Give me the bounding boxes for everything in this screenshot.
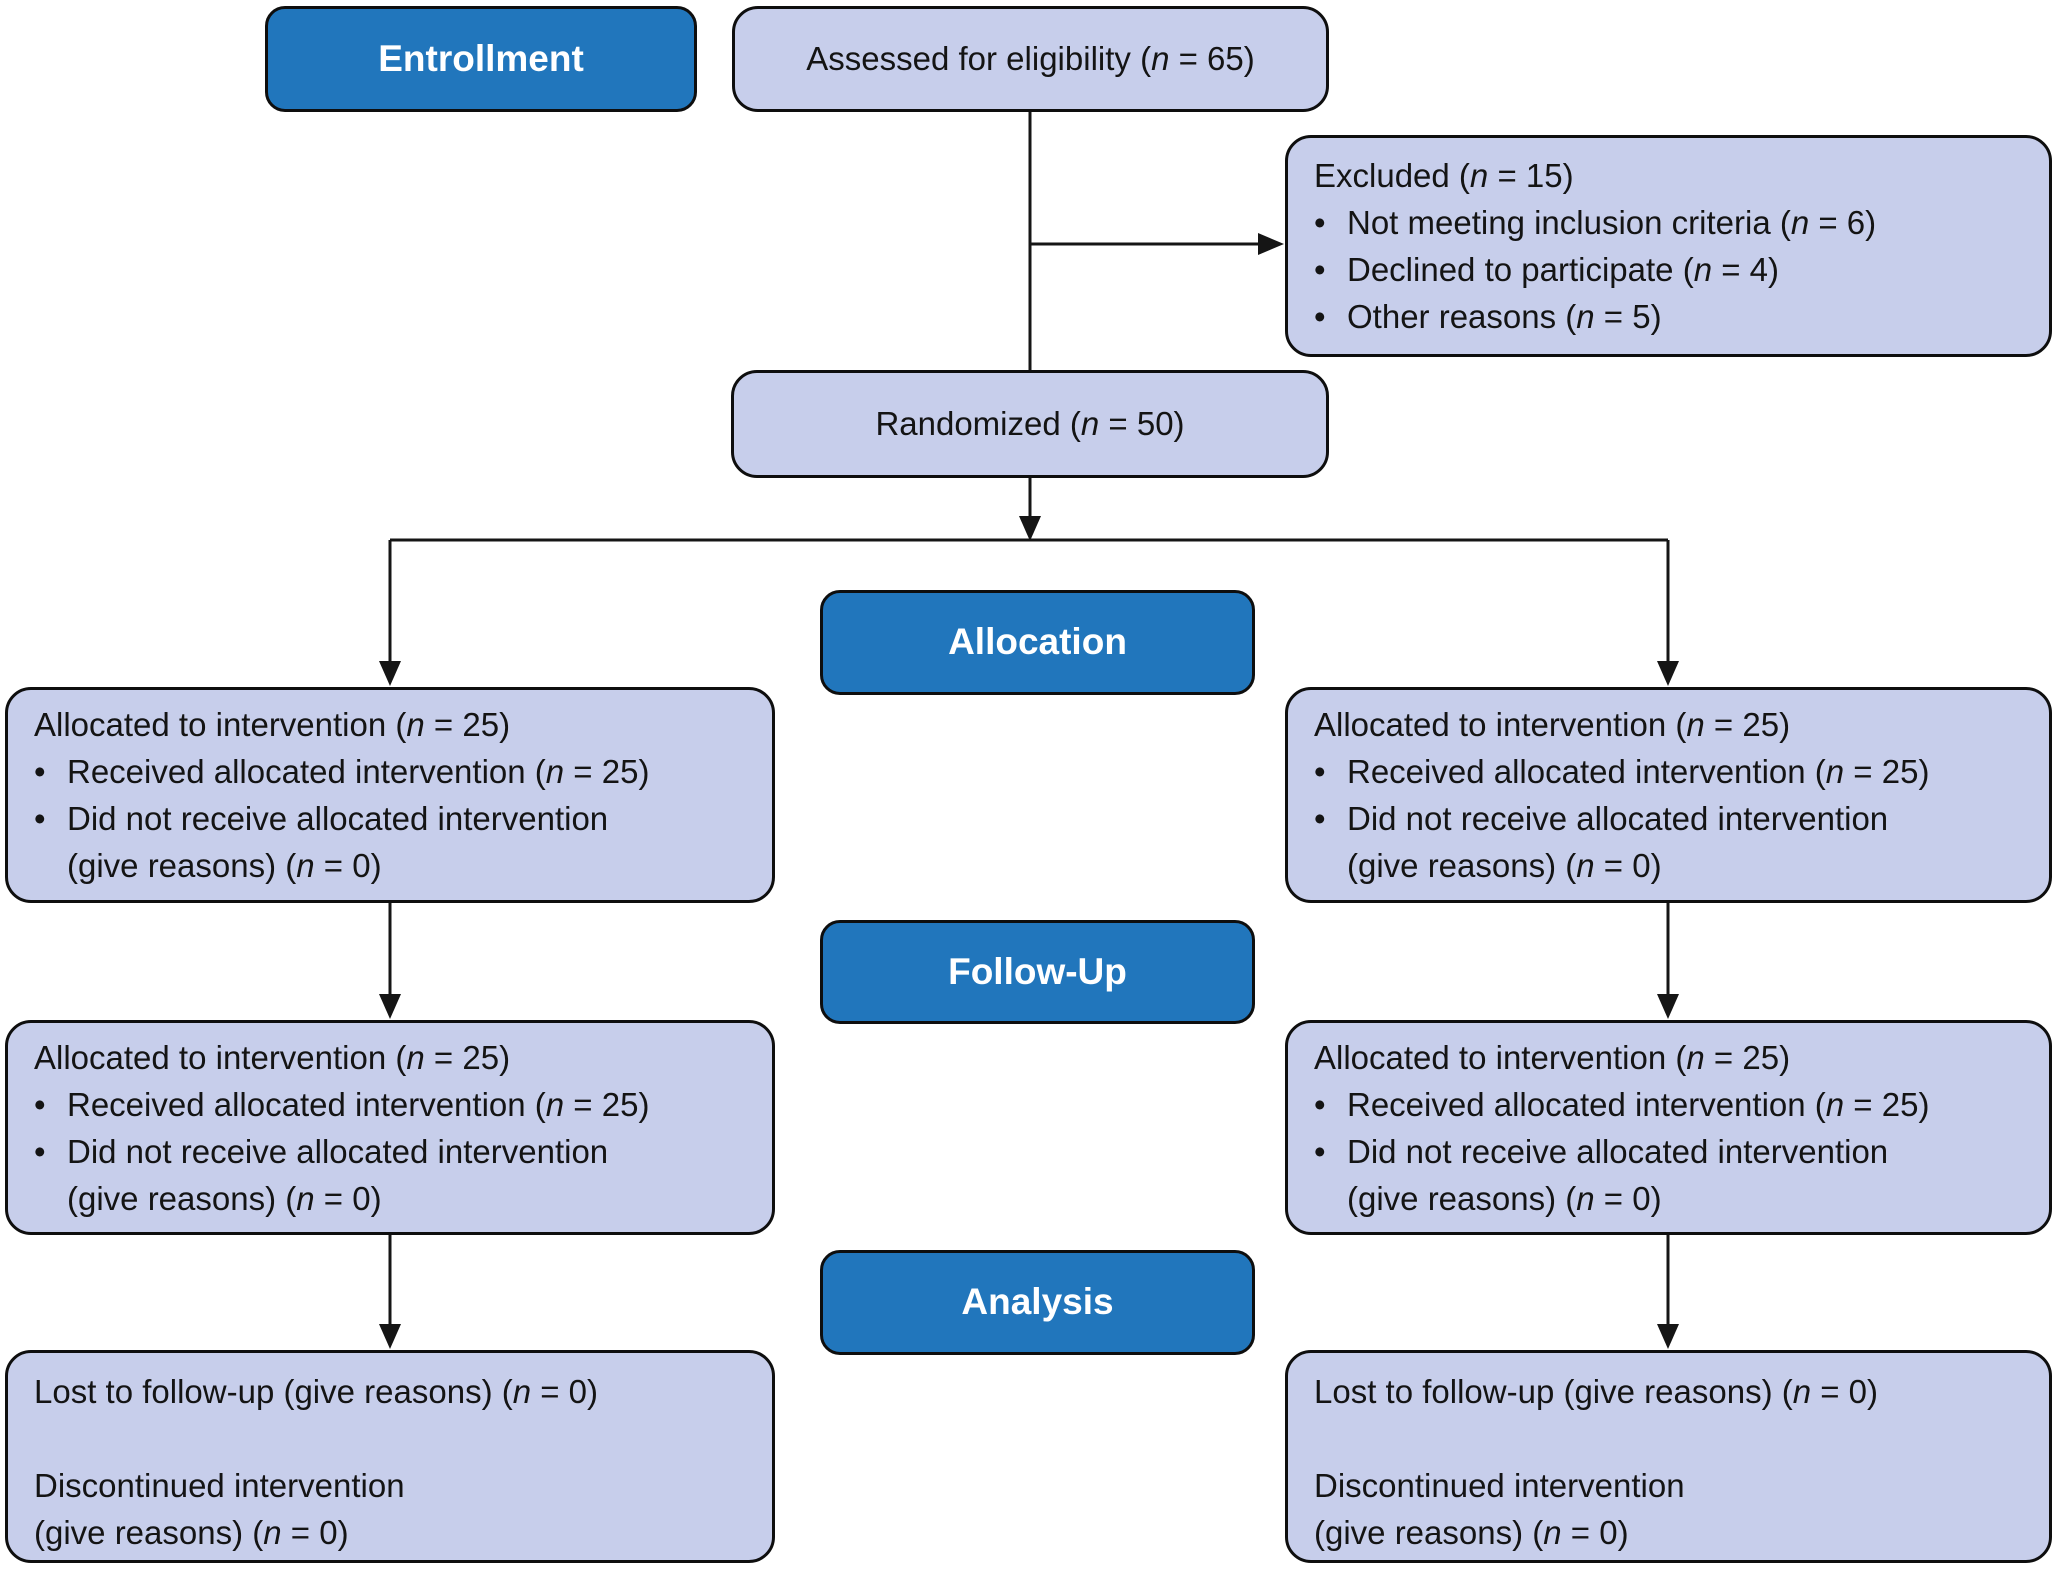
box-title: Allocated to intervention (n = 25) [34,1039,511,1076]
bullet-row [34,749,754,796]
arrow-followup-to-analysis-right [1657,1235,1679,1349]
arrow-allocation-to-followup-left [379,903,401,1019]
analysis-box-left [5,1350,775,1563]
stage-label-enrollment [265,6,697,112]
lost-to-followup-text: Lost to follow-up (give reasons) (n = 0) [1314,1373,1879,1410]
blank-line [34,1416,754,1463]
bullet-row [1314,749,2031,796]
stage-label-text: Follow-Up [948,950,1127,992]
discontinued-text: Discontinued intervention [34,1466,405,1504]
bullet-icon: • [1314,1085,1326,1123]
box-title: Allocated to intervention (n = 25) [1314,706,1791,743]
bullet-row [1314,796,2031,890]
bullet-icon: • [1314,203,1326,241]
bullet-text: Declined to participate (n = 4) [1347,250,1779,288]
bullet-text: Did not receive allocated intervention (give reasons) (n = 0) [67,1132,609,1217]
bullet-text: Other reasons (n = 5) [1347,297,1662,335]
bullet-text: Received allocated intervention (n = 25) [1347,752,1930,790]
bullet-icon: • [34,1085,46,1123]
arrow-split-to-allocation-right [1657,540,1679,686]
analysis-box-right [1285,1350,2052,1563]
bullet-text: Did not receive allocated intervention (give reasons) (n = 0) [1347,799,1889,884]
stage-label-analysis [820,1250,1255,1355]
bullet-icon: • [34,752,46,790]
bullet-text: Not meeting inclusion criteria (n = 6) [1347,203,1877,241]
excluded-bullet-3 [1314,294,2031,341]
allocation-box-left [5,687,775,903]
box-title: Allocated to intervention (n = 25) [1314,1039,1791,1076]
randomized-text: Randomized (n = 50) [875,404,1185,442]
arrow-allocation-to-followup-right [1657,903,1679,1019]
discontinued-reasons-text: (give reasons) (n = 0) [1314,1513,1629,1551]
bullet-icon: • [1314,1132,1326,1170]
arrow-randomized-to-split [1019,478,1041,541]
bullet-row [34,1082,754,1129]
bullet-text: Received allocated intervention (n = 25) [1347,1085,1930,1123]
bullet-text: Received allocated intervention (n = 25) [67,1085,650,1123]
bullet-icon: • [1314,250,1326,288]
bullet-text: Did not receive allocated intervention (give reasons) (n = 0) [67,799,609,884]
stage-label-text: Entrollment [378,37,584,79]
lost-to-followup-text: Lost to follow-up (give reasons) (n = 0) [34,1373,599,1410]
excluded-bullet-2 [1314,247,2031,294]
assessed-box [732,6,1329,112]
followup-box-right [1285,1020,2052,1235]
stage-label-text: Allocation [948,621,1127,663]
bullet-row [1314,1082,2031,1129]
followup-box-left [5,1020,775,1235]
allocation-box-right [1285,687,2052,903]
blank-line [1314,1416,2031,1463]
bullet-icon: • [1314,799,1326,837]
stage-label-text: Analysis [961,1281,1114,1323]
excluded-title: Excluded (n = 15) [1314,157,1574,194]
excluded-box [1285,135,2052,357]
randomized-box [731,370,1329,478]
discontinued-reasons-text: (give reasons) (n = 0) [34,1513,349,1551]
discontinued-text: Discontinued intervention [1314,1466,1685,1504]
excluded-bullet-1 [1314,200,2031,247]
arrow-followup-to-analysis-left [379,1235,401,1349]
bullet-text: Did not receive allocated intervention (give reasons) (n = 0) [1347,1132,1889,1217]
bullet-row [34,796,754,890]
assessed-text: Assessed for eligibility (n = 65) [806,39,1255,77]
bullet-row [1314,1129,2031,1223]
bullet-icon: • [1314,752,1326,790]
box-title: Allocated to intervention (n = 25) [34,706,511,743]
bullet-text: Received allocated intervention (n = 25) [67,752,650,790]
bullet-row [34,1129,754,1223]
bullet-icon: • [34,799,46,837]
arrow-split-to-allocation-left [379,540,401,686]
bullet-icon: • [34,1132,46,1170]
stage-label-allocation [820,590,1255,695]
stage-label-followup [820,920,1255,1024]
arrow-to-excluded [1030,233,1284,255]
bullet-icon: • [1314,297,1326,335]
